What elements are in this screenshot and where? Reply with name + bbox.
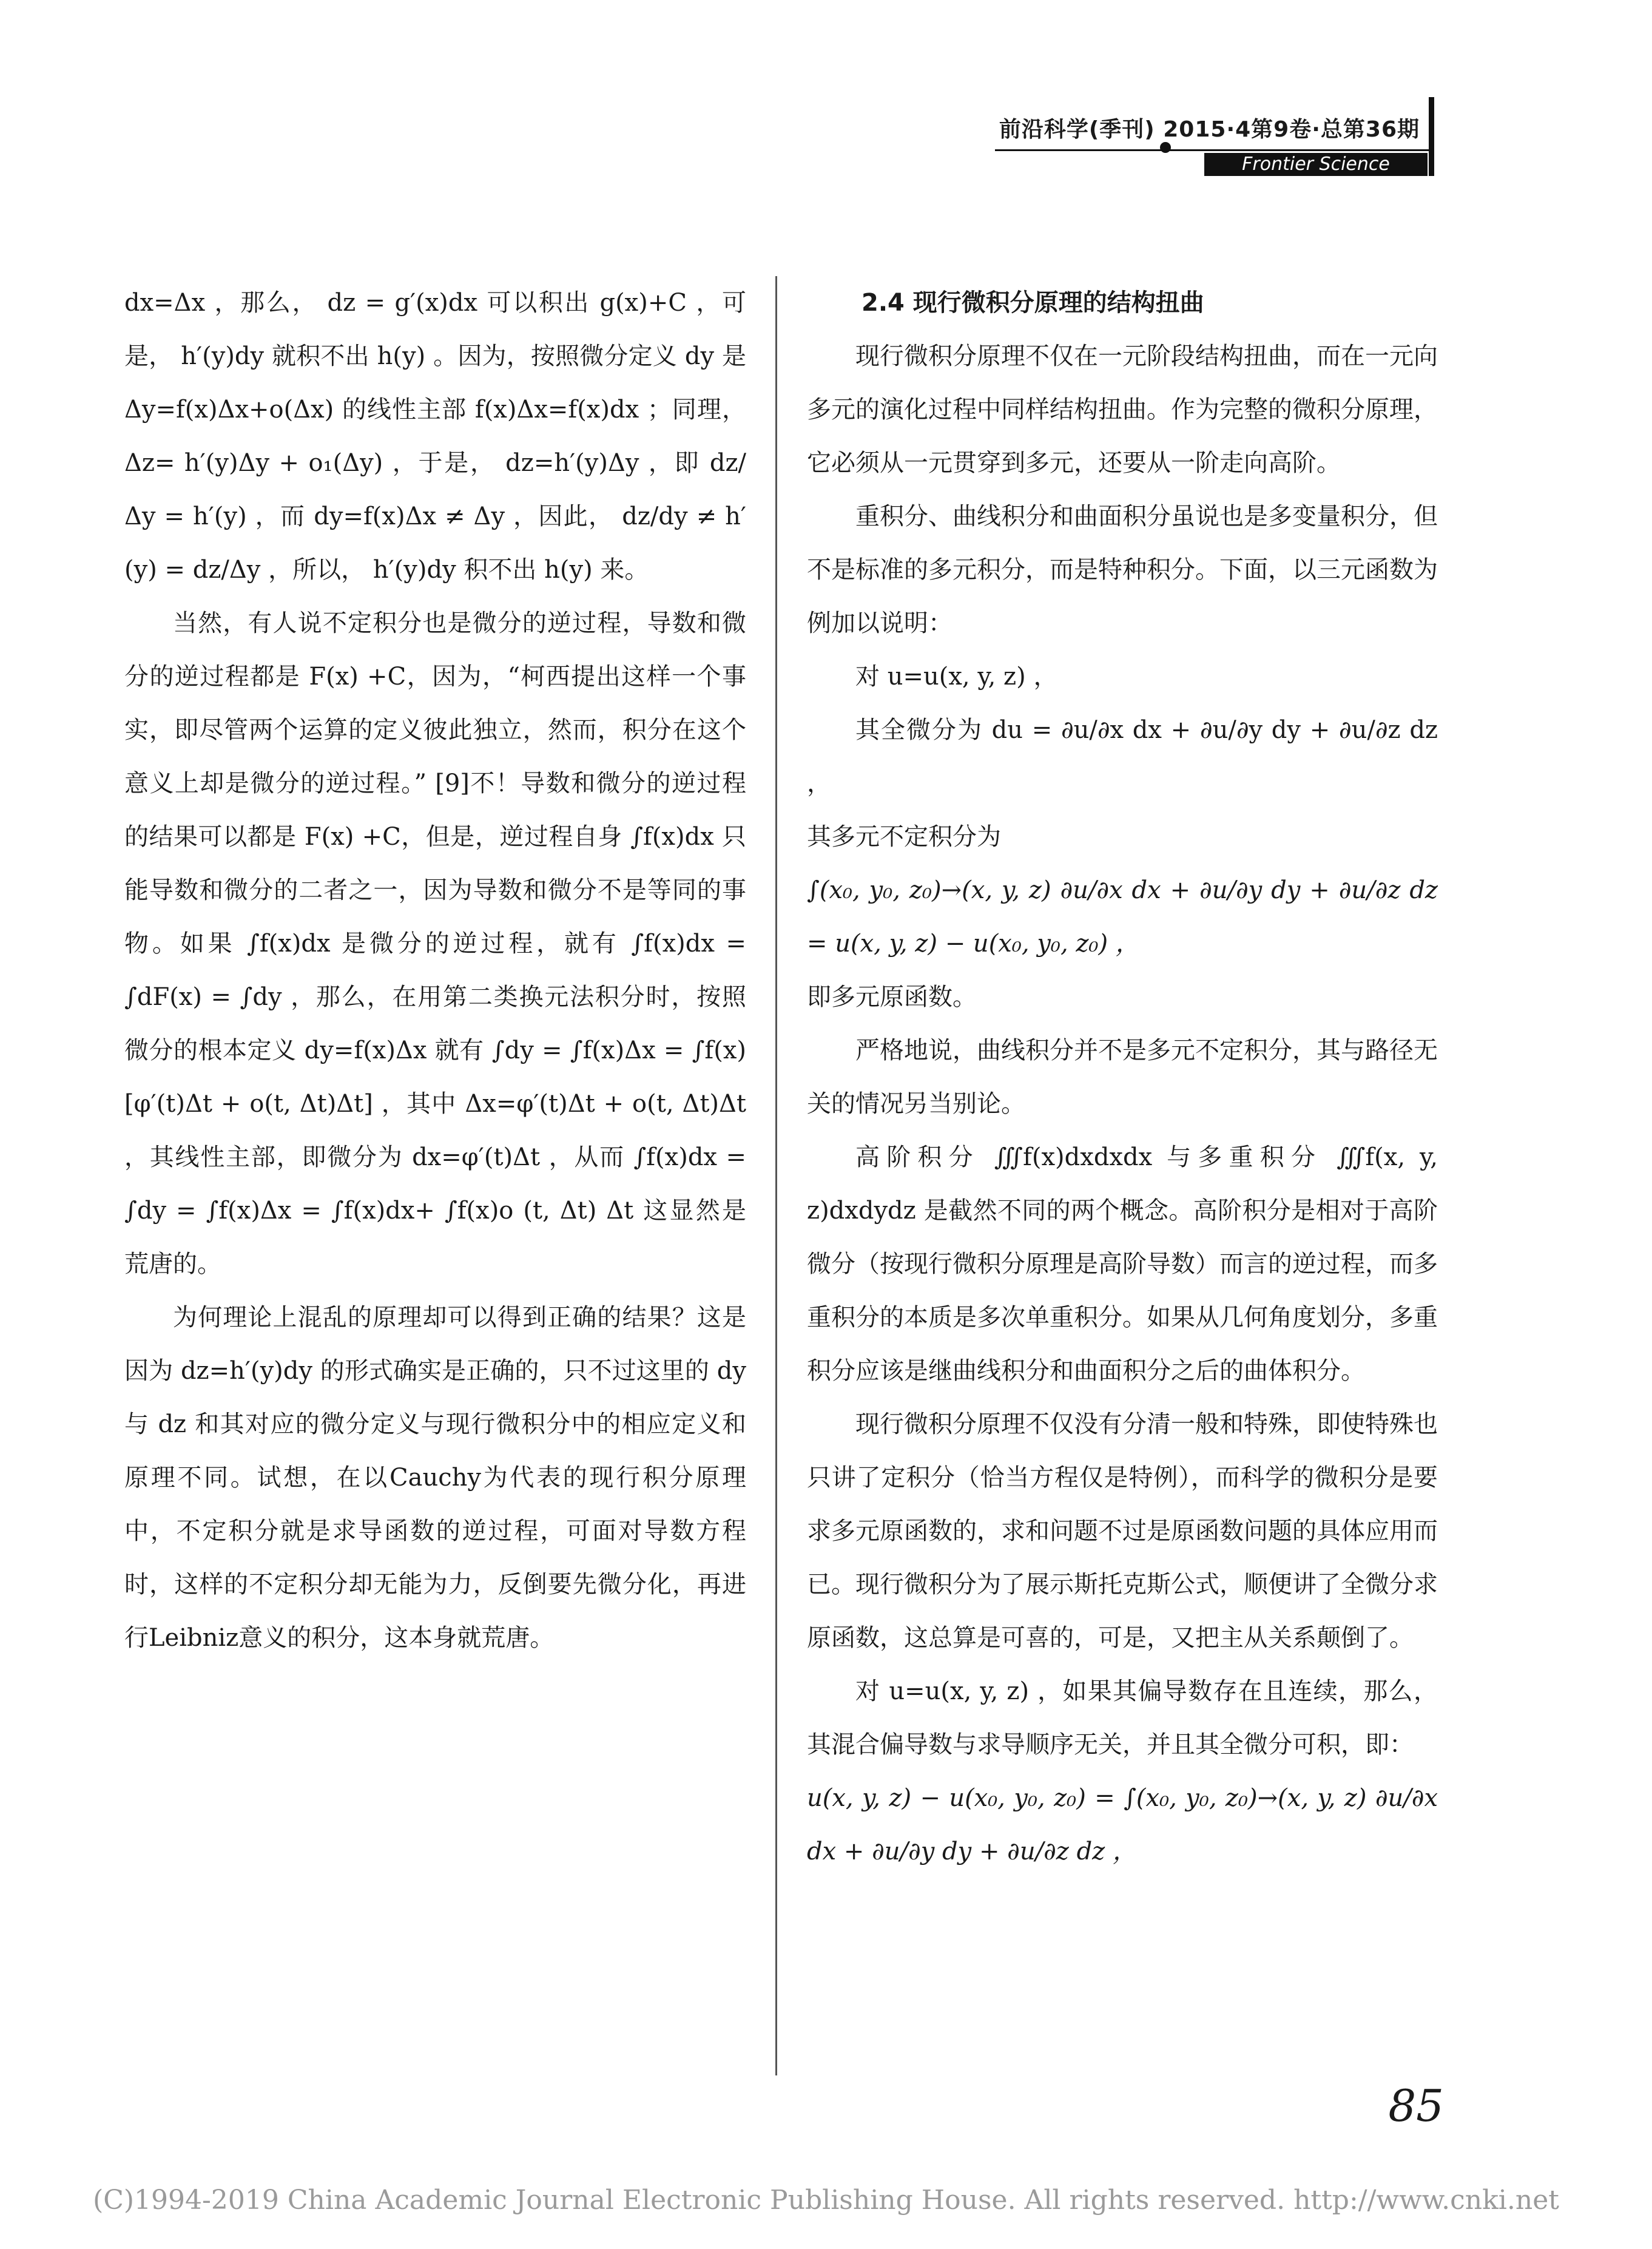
right-paragraph-4: 其全微分为 du = ∂u/∂x dx + ∂u/∂y dy + ∂u/∂z dz ， bbox=[807, 716, 1438, 797]
right-paragraph-7: 即多元原函数。 bbox=[807, 983, 977, 1011]
right-paragraph-8: 严格地说，曲线积分并不是多元不定积分，其与路径无关的情况另当别论。 bbox=[807, 1037, 1438, 1118]
left-column bbox=[124, 276, 746, 1665]
frontier-science-badge: Frontier Science bbox=[1204, 153, 1428, 176]
copyright-footer: (C)1994-2019 China Academic Journal Electronic Publishing House. All rights reserved. http://www.cnki.net bbox=[93, 2185, 1559, 2216]
right-paragraph-3: 对 u=u(x, y, z) ， bbox=[855, 663, 1058, 691]
total-differential-formula: u(x, y, z) − u(x₀, y₀, z₀) = ∫(x₀, y₀, z₀)→(x, y, z) ∂u/∂x dx + ∂u/∂y dy + ∂u/∂z dz ， bbox=[807, 1784, 1438, 1865]
left-paragraph-1: dx=Δx ，那么， dz = g′(x)dx 可以积出 g(x)+C ，可是， h′(y)dy 就积不出 h(y) 。因为，按照微分定义 dy 是 Δy=f(x)Δx+o(Δx) 的线性主部 f(x)Δx=f(x)dx ；同理， Δz= h′(y)Δy + o₁(Δy) ，于是， dz=h′(y)Δy ，即 dz/Δy = h′(y) ，而 dy=f(x)Δx ≠ Δy ，因此， dz/dy ≠ h′(y) = dz/Δy ，所以， h′(y)dy 积不出 h(y) 来。 bbox=[124, 289, 746, 584]
journal-title: 前沿科学(季刊) 2015·4第9卷·总第36期 bbox=[999, 117, 1420, 142]
right-paragraph-11: 对 u=u(x, y, z) ，如果其偏导数存在且连续，那么，其混合偏导数与求导顺序无关，并且其全微分可积，即： bbox=[807, 1677, 1438, 1759]
left-paragraph-2: 当然，有人说不定积分也是微分的逆过程，导数和微分的逆过程都是 F(x) +C，因为，“柯西提出这样一个事实，即尽管两个运算的定义彼此独立，然而，积分在这个意义上却是微分的逆过程。” [9]不！导数和微分的逆过程的结果可以都是 F(x) +C，但是，逆过程自身 ∫f(x)dx 只能导数和微分的二者之一，因为导数和微分不是等同的事物。如果 ∫f(x)dx 是微分的逆过程，就有 ∫f(x)dx = ∫dF(x) = ∫dy ，那么，在用第二类换元法积分时，按照微分的根本定义 dy=f(x)Δx 就有 ∫dy = ∫f(x)Δx = ∫f(x)[φ′(t)Δt + o(t, Δt)Δt] ，其中 Δx=φ′(t)Δt + o(t, Δt)Δt ，其线性主部，即微分为 dx=φ′(t)Δt ，从而 ∫f(x)dx = ∫dy = ∫f(x)Δx = ∫f(x)dx+ ∫f(x)o (t, Δt) Δt 这显然是荒唐的。 bbox=[124, 609, 746, 1278]
right-paragraph-1: 现行微积分原理不仅在一元阶段结构扭曲，而在一元向多元的演化过程中同样结构扭曲。作为完整的微积分原理，它必须从一元贯穿到多元，还要从一阶走向高阶。 bbox=[807, 342, 1438, 477]
right-paragraph-10: 现行微积分原理不仅没有分清一般和特殊，即使特殊也只讲了定积分（恰当方程仅是特例），而科学的微积分是要求多元原函数的，求和问题不过是原函数问题的具体应用而已。现行微积分为了展示斯托克斯公式，顺便讲了全微分求原函数，这总算是可喜的，可是，又把主从关系颠倒了。 bbox=[807, 1410, 1438, 1652]
right-paragraph-9: 高阶积分 ∭f(x)dxdxdx 与多重积分 ∭f(x, y, z)dxdydz 是截然不同的两个概念。高阶积分是相对于高阶微分（按现行微积分原理是高阶导数）而言的逆过程，而多重积分的本质是多次单重积分。如果从几何角度划分，多重积分应该是继曲线积分和曲面积分之后的曲体积分。 bbox=[807, 1143, 1438, 1385]
header-rule bbox=[995, 149, 1429, 151]
right-paragraph-2: 重积分、曲线积分和曲面积分虽说也是多变量积分，但不是标准的多元积分，而是特种积分。下面，以三元函数为例加以说明： bbox=[807, 502, 1438, 637]
header-vertical-bar bbox=[1429, 97, 1434, 176]
column-divider bbox=[775, 276, 777, 2075]
page-number: 85 bbox=[1388, 2080, 1444, 2131]
right-column bbox=[807, 276, 1438, 1878]
section-title: 2.4 现行微积分原理的结构扭曲 bbox=[861, 289, 1204, 317]
left-paragraph-3: 为何理论上混乱的原理却可以得到正确的结果？这是因为 dz=h′(y)dy 的形式确实是正确的，只不过这里的 dy 与 dz 和其对应的微分定义与现行微积分中的相应定义和原理不同。试想，在以Cauchy为代表的现行积分原理中，不定积分就是求导函数的逆过程，可面对导数方程时，这样的不定积分却无能为力，反倒要先微分化，再进行Leibniz意义的积分，这本身就荒唐。 bbox=[124, 1304, 746, 1652]
indefinite-integral-formula: ∫(x₀, y₀, z₀)→(x, y, z) ∂u/∂x dx + ∂u/∂y dy + ∂u/∂z dz = u(x, y, z) − u(x₀, y₀, z₀) ， bbox=[807, 876, 1438, 958]
header-bullet-icon bbox=[1160, 142, 1171, 153]
right-paragraph-5: 其多元不定积分为 bbox=[807, 823, 1001, 851]
